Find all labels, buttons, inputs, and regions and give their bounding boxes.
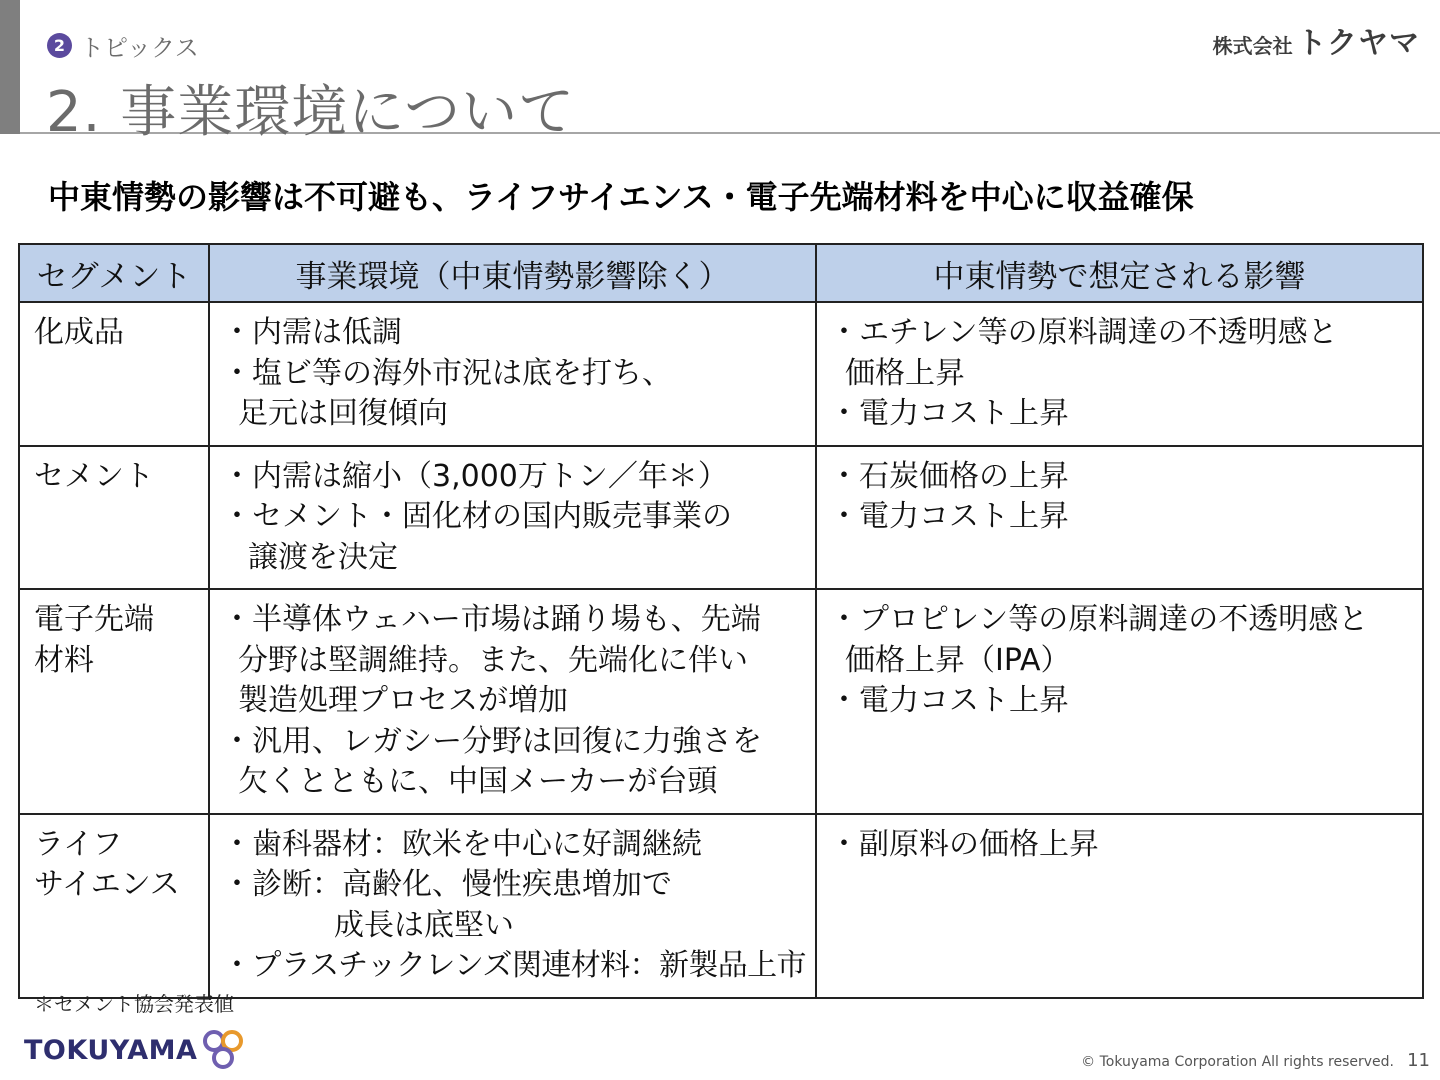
topic-number-badge: 2: [47, 33, 72, 58]
environment-line: ・プラスチックレンズ関連材料：新製品上市: [222, 948, 806, 983]
logo-rings-icon: [199, 1026, 247, 1074]
table-header-row: [19, 244, 1423, 302]
impact-cell: [816, 814, 1423, 998]
slide-headline: 中東情勢の影響は不可避も、ライフサイエンス・電子先端材料を中心に収益確保: [48, 178, 1194, 216]
environment-line: 欠くとともに、中国メーカーが台頭: [238, 764, 718, 799]
impact-line: 価格上昇（IPA）: [845, 642, 1071, 678]
tokuyama-logo: [24, 1026, 247, 1074]
segment-name: 電子先端: [34, 602, 154, 637]
impact-cell: [816, 302, 1423, 446]
column-header-segment: セグメント: [19, 244, 209, 302]
environment-line: ・内需は縮小（3,000万トン／年＊）: [222, 458, 728, 494]
column-header-impact: 中東情勢で想定される影響: [816, 244, 1423, 302]
environment-cell: [209, 589, 816, 814]
impact-line: ・電力コスト上昇: [829, 683, 1069, 718]
environment-line: 分野は堅調維持。また、先端化に伴い: [238, 642, 748, 678]
impact-cell: [816, 446, 1423, 590]
environment-cell: [209, 814, 816, 998]
topic-section-label: [47, 28, 199, 63]
impact-line: ・副原料の価格上昇: [829, 826, 1099, 862]
segment-name: ライフ: [34, 826, 123, 862]
segment-name: サイエンス: [34, 867, 180, 902]
page-number: 11: [1407, 1050, 1430, 1071]
segment-name: 材料: [34, 642, 94, 678]
copyright-notice: © Tokuyama Corporation All rights reserved.: [1081, 1054, 1394, 1070]
page-title: 2. 事業環境について: [46, 80, 576, 145]
environment-line: 製造処理プロセスが増加: [238, 683, 568, 718]
table-row: [19, 302, 1423, 446]
environment-line: 譲渡を決定: [248, 539, 398, 575]
business-environment-table: [18, 243, 1424, 999]
table-row: [19, 589, 1423, 814]
table-row: [19, 814, 1423, 998]
left-accent-bar: [0, 0, 20, 134]
impact-line: 価格上昇: [845, 355, 965, 391]
segment-cell: [19, 589, 209, 814]
environment-line: ・汎用、レガシー分野は回復に力強さを: [222, 723, 762, 759]
segment-name: 化成品: [34, 315, 124, 350]
column-header-environment: 事業環境（中東情勢影響除く）: [209, 244, 816, 302]
logo-wordmark: TOKUYAMA: [24, 1034, 198, 1066]
environment-cell: [209, 302, 816, 446]
impact-line: ・石炭価格の上昇: [829, 458, 1069, 494]
environment-line: ・セメント・固化材の国内販売事業の: [222, 499, 732, 534]
segment-cell: [19, 302, 209, 446]
environment-line: 足元は回復傾向: [238, 396, 448, 431]
topic-label: トピックス: [80, 34, 199, 62]
company-name: [1213, 18, 1420, 62]
segment-name: セメント: [34, 458, 154, 494]
table-row: [19, 446, 1423, 590]
environment-cell: [209, 446, 816, 590]
impact-line: ・電力コスト上昇: [829, 499, 1069, 534]
environment-line: ・診断：高齢化、慢性疾患増加で: [222, 867, 672, 902]
impact-line: ・プロピレン等の原料調達の不透明感と: [829, 602, 1369, 637]
segment-cell: [19, 814, 209, 998]
environment-line: 成長は底堅い: [334, 907, 514, 943]
impact-cell: [816, 589, 1423, 814]
environment-line: ・内需は低調: [222, 315, 402, 350]
company-brand: トクヤマ: [1296, 26, 1420, 61]
company-prefix: 株式会社: [1212, 34, 1293, 58]
environment-line: ・歯科器材：欧米を中心に好調継続: [222, 826, 702, 862]
environment-line: ・半導体ウェハー市場は踊り場も、先端: [222, 602, 761, 637]
footnote: ＊セメント協会発表値: [34, 992, 234, 1016]
segment-cell: [19, 446, 209, 590]
impact-line: ・エチレン等の原料調達の不透明感と: [829, 315, 1338, 350]
impact-line: ・電力コスト上昇: [829, 396, 1069, 431]
environment-line: ・塩ビ等の海外市況は底を打ち、: [222, 355, 672, 391]
